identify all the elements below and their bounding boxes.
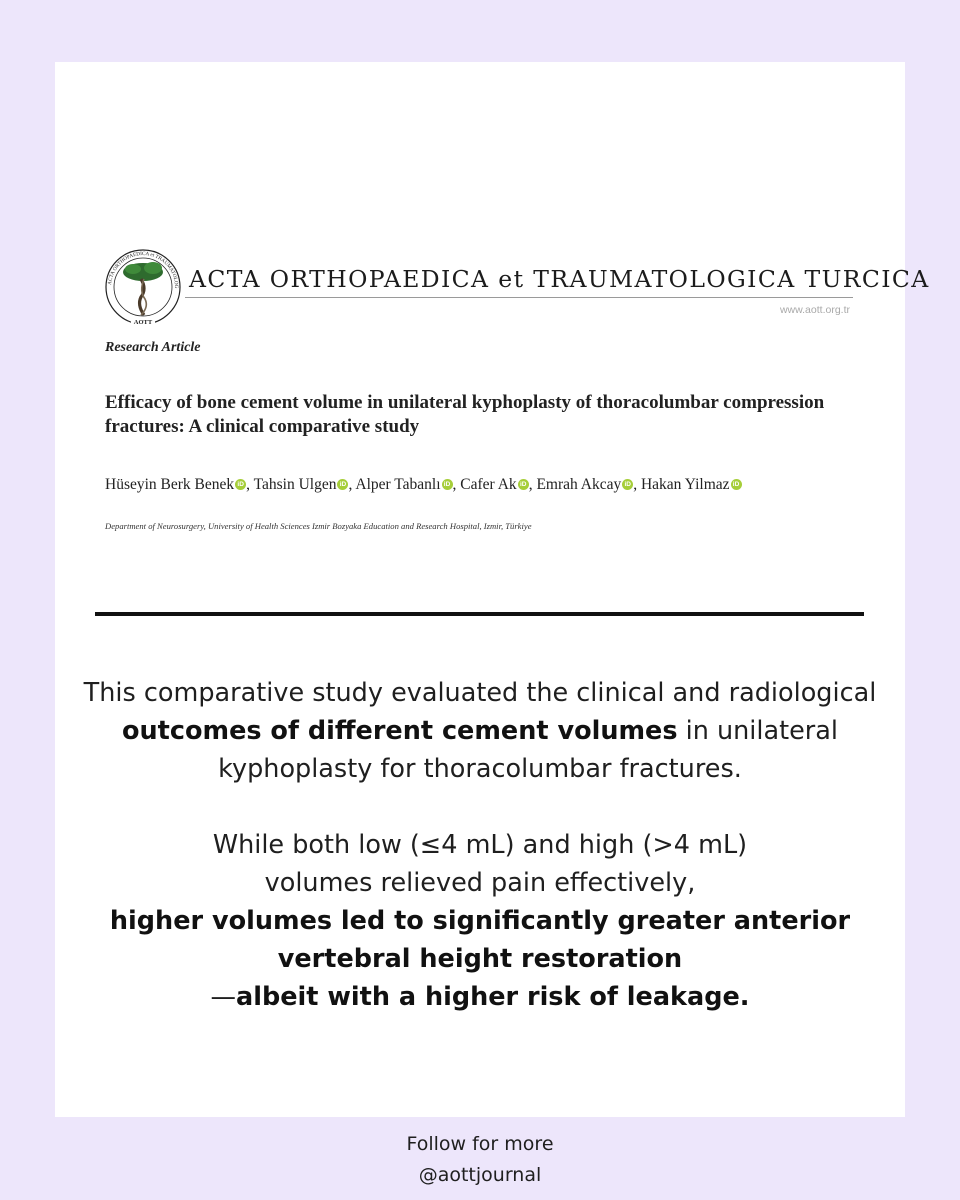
orcid-icon[interactable]: iD bbox=[442, 479, 453, 490]
follow-text: Follow for more bbox=[406, 1133, 554, 1155]
post-card bbox=[55, 62, 930, 1117]
author bbox=[641, 476, 742, 493]
summary-line: While both low (≤4 mL) and high (>4 mL) bbox=[212, 830, 748, 860]
summary-highlight: higher volumes led to significantly greater anterior bbox=[109, 906, 851, 936]
author-separator: , bbox=[246, 476, 254, 493]
author-separator: , bbox=[452, 476, 461, 493]
summary-line: volumes relieved pain effectively, bbox=[264, 868, 696, 898]
summary-text bbox=[55, 674, 905, 1016]
orcid-icon[interactable]: iD bbox=[235, 479, 246, 490]
footer bbox=[0, 1129, 960, 1191]
summary-highlight: vertebral height restoration bbox=[277, 944, 683, 974]
orcid-icon[interactable]: iD bbox=[622, 479, 633, 490]
orcid-icon[interactable]: iD bbox=[518, 479, 529, 490]
journal-rule bbox=[185, 297, 853, 298]
author-separator: , bbox=[528, 476, 537, 493]
author-separator: , bbox=[633, 476, 641, 493]
article-title: Efficacy of bone cement volume in unilateral kyphoplasty of thoracolumbar compression fractures: A clinical comparative study bbox=[105, 392, 825, 437]
summary-highlight: outcomes of different cement volumes bbox=[122, 716, 678, 746]
summary-text-segment: in unilateral kyphoplasty for thoracolumbar fractures. bbox=[218, 716, 838, 784]
author-affiliation: Department of Neurosurgery, University of Health Sciences Izmir Bozyaka Education and Research Hospital, Izmir, Türkiye bbox=[105, 521, 532, 531]
author bbox=[536, 476, 641, 493]
author-separator: , bbox=[348, 476, 356, 493]
summary-highlight: albeit with a higher risk of leakage. bbox=[236, 982, 750, 1012]
author-name: Alper Tabanlı bbox=[355, 476, 441, 493]
author bbox=[105, 476, 254, 493]
section-divider bbox=[95, 612, 864, 616]
author-name: Emrah Akcay bbox=[536, 476, 622, 493]
summary-paragraph-1 bbox=[55, 674, 905, 788]
author-name: Cafer Ak bbox=[460, 476, 517, 493]
summary-text-segment: This comparative study evaluated the clinical and radiological bbox=[83, 678, 877, 708]
journal-website: www.aott.org.tr bbox=[779, 304, 850, 316]
author-name: Hakan Yilmaz bbox=[640, 476, 730, 493]
author-list bbox=[105, 476, 742, 494]
author bbox=[254, 476, 356, 493]
orcid-icon[interactable]: iD bbox=[337, 479, 348, 490]
logo-ring-text: ACTA ORTHOPAEDICA et TRAUMATOLOG bbox=[107, 250, 180, 289]
journal-name: ACTA ORTHOPAEDICA et TRAUMATOLOGICA TURCICA bbox=[189, 265, 930, 293]
author-name: Tahsin Ulgen bbox=[253, 476, 337, 493]
author-name: Hüseyin Berk Benek bbox=[105, 476, 235, 493]
logo-abbrev: AOTT bbox=[133, 319, 153, 326]
account-handle[interactable]: @aottjournal bbox=[418, 1164, 542, 1186]
author bbox=[355, 476, 460, 493]
summary-dash: — bbox=[210, 982, 237, 1012]
summary-paragraph-2 bbox=[55, 826, 905, 1016]
author bbox=[460, 476, 536, 493]
orcid-icon[interactable]: iD bbox=[731, 479, 742, 490]
journal-logo bbox=[103, 245, 183, 327]
article-type: Research Article bbox=[105, 340, 201, 355]
